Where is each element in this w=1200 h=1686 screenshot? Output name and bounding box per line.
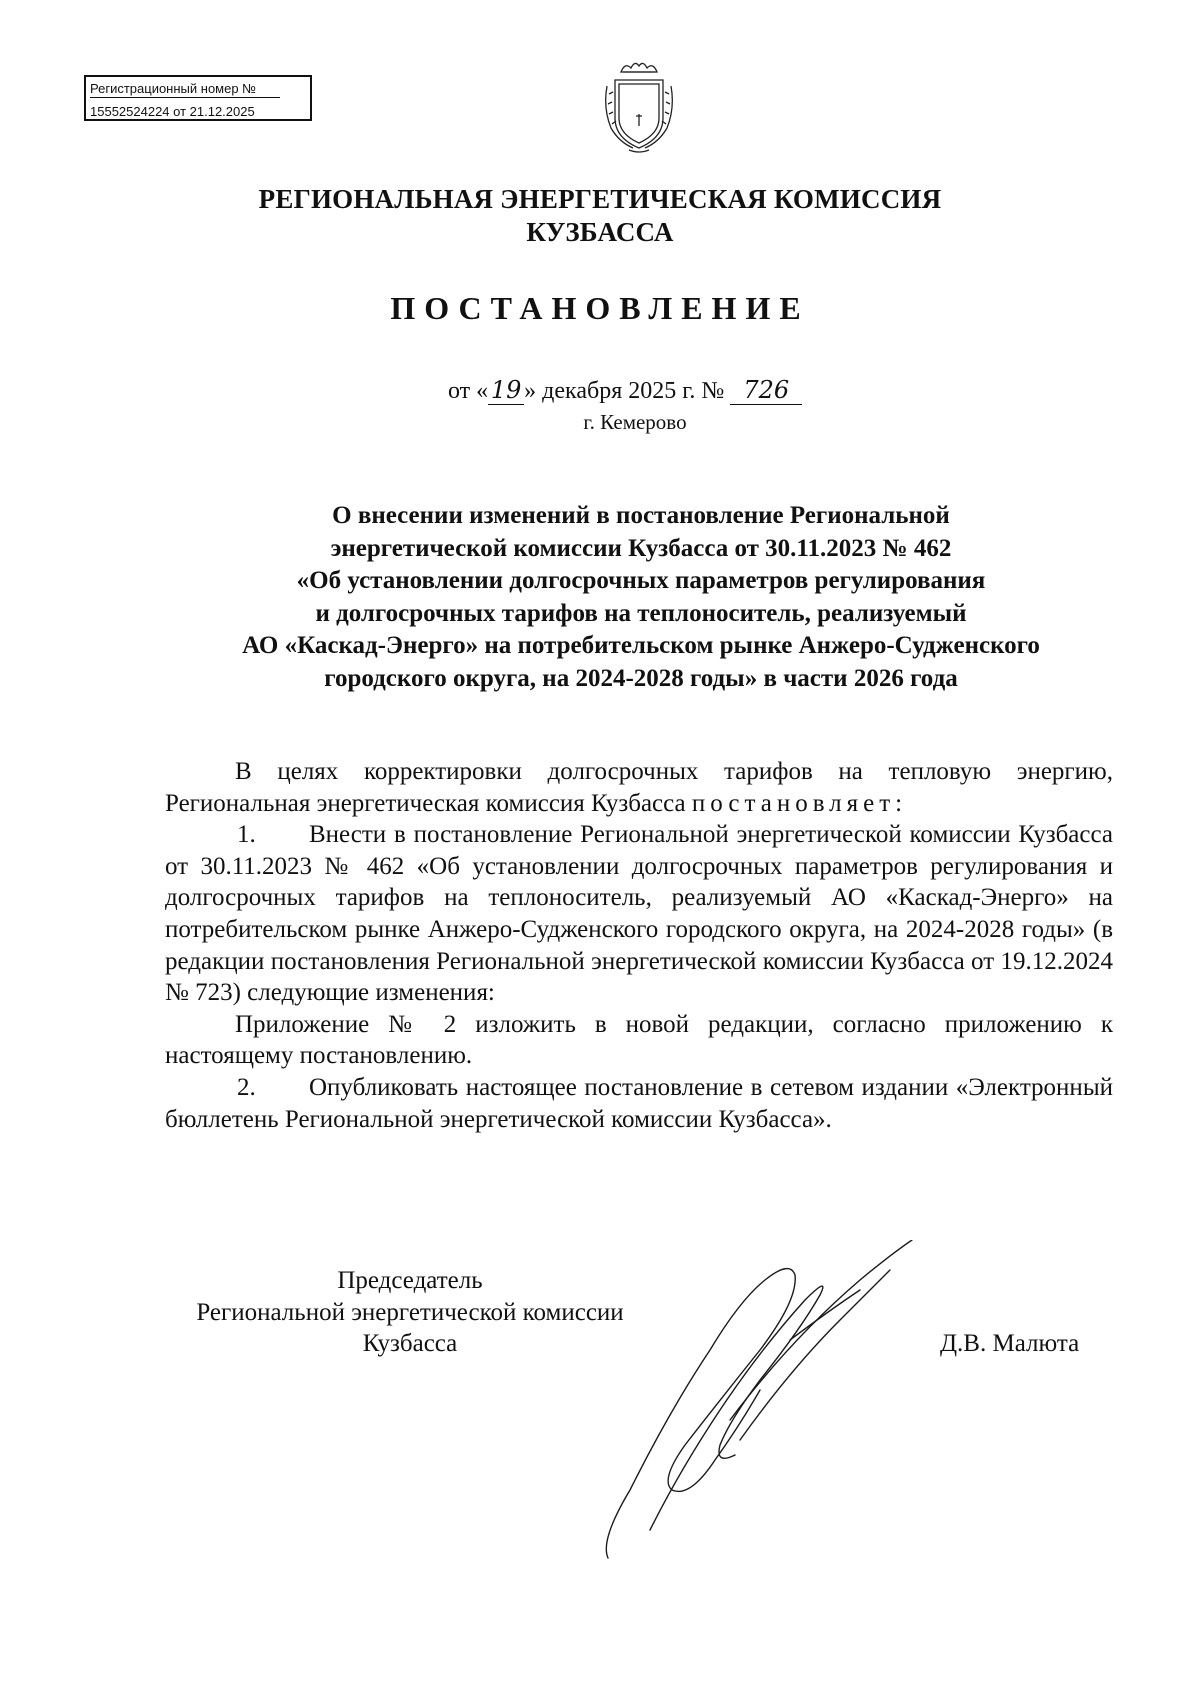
item-1-text: Внести в постановление Региональной энергетической комиссии Кузбасса от 30.11.2023 № 462 «Об установлении долгосрочных параметров регулирования и долгосрочных тарифов на теплоноситель, реализуемый АО «Каскад-Энерго» на потребительском рынке Анжеро-Судженского городского округа, на 2024-2028 годы» (в редакции постановления Региональной энергетической комиссии Кузбасса от 19.12.2024 № 723) следующие изменения: — [165, 821, 1113, 1007]
org-line-1: РЕГИОНАЛЬНАЯ ЭНЕРГЕТИЧЕСКАЯ КОМИССИЯ — [258, 184, 942, 214]
date-prefix: от « — [448, 378, 489, 404]
item-1 — [165, 819, 1113, 1009]
date-mid: » декабря 2025 г. № — [524, 378, 731, 404]
signatory-title — [160, 1265, 660, 1360]
signatory-title-line: Кузбасса — [362, 1330, 458, 1358]
handwritten-number: 726 — [730, 376, 802, 405]
date-number-line — [448, 376, 802, 405]
registration-stamp — [84, 75, 312, 121]
signatory-title-line: Председатель — [337, 1267, 483, 1294]
item-1-number: 1. — [237, 821, 256, 849]
item-2-text: Опубликовать настоящее постановление в сетевом издании «Электронный бюллетень Региональной энергетической комиссии Кузбасса». — [165, 1073, 1113, 1133]
organization-name — [0, 183, 1200, 249]
registration-label: Регистрационный номер № — [90, 80, 280, 98]
handwritten-signature — [590, 1240, 960, 1560]
city: г. Кемерово — [583, 410, 687, 434]
intro-paragraph — [165, 756, 1113, 819]
signatory-title-line: Региональной энергетической комиссии — [196, 1298, 624, 1326]
subject-line: О внесении изменений в постановление Региональной — [332, 502, 950, 529]
subject-line: «Об установлении долгосрочных параметров регулирования — [296, 567, 986, 594]
document-body — [165, 756, 1113, 1135]
subject-line: и долгосрочных тарифов на теплоноситель, реализуемый — [315, 599, 967, 627]
item-2-number: 2. — [237, 1073, 256, 1101]
document-type: ПОСТАНОВЛЕНИЕ — [390, 290, 810, 326]
item-2 — [165, 1072, 1113, 1135]
item-1-subparagraph: Приложение № 2 изложить в новой редакции, согласно приложению к настоящему постановлению. — [165, 1010, 1113, 1070]
registration-number: 15552524224 от 21.12.2025 — [90, 104, 255, 119]
subject-line: АО «Каскад-Энерго» на потребительском рынке Анжеро-Судженского — [242, 632, 1040, 659]
org-line-2: КУЗБАССА — [526, 217, 674, 247]
intro-text: В целях корректировки долгосрочных тарифов на тепловую энергию, Региональная энергетическая комиссия Кузбасса — [165, 758, 1113, 817]
coat-of-arms-emblem — [599, 58, 679, 154]
intro-verb: постановляет: — [691, 789, 908, 817]
subject-line: городского округа, на 2024-2028 годы» в части 2026 года — [324, 664, 958, 692]
handwritten-day: 19 — [488, 376, 524, 405]
document-subject — [160, 500, 1122, 695]
subject-line: энергетической комиссии Кузбасса от 30.11.2023 № 462 — [330, 534, 952, 562]
signatory-name: Д.В. Малюта — [940, 1330, 1080, 1357]
